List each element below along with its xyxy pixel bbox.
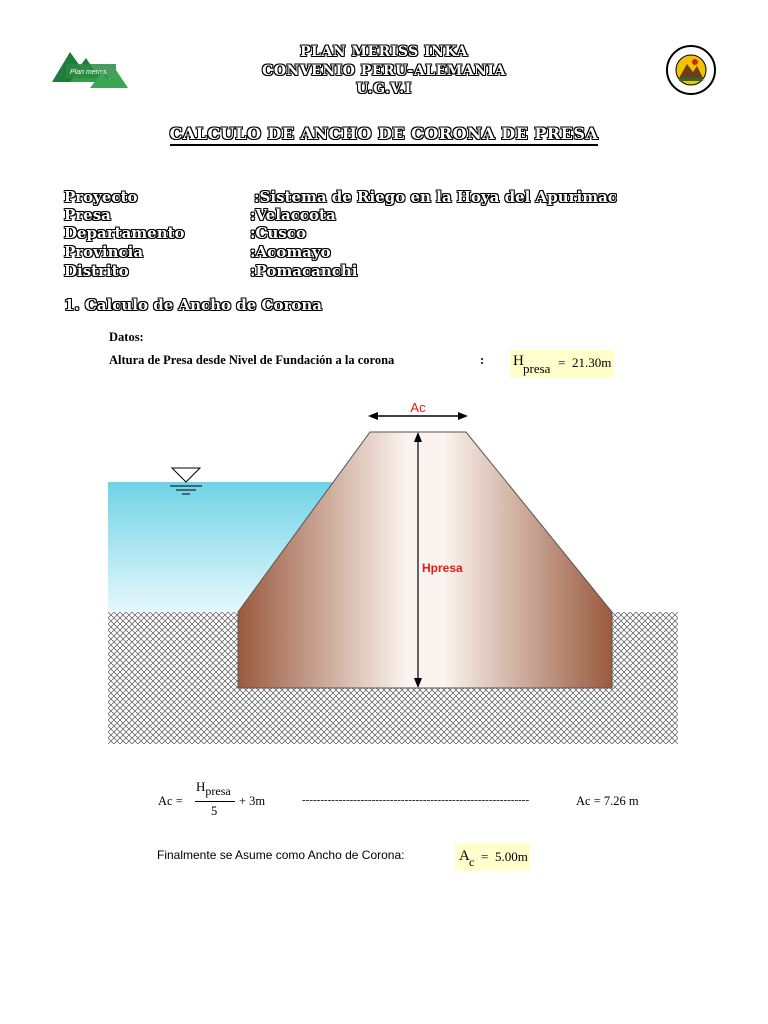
project-label: Proyecto bbox=[64, 188, 138, 206]
fraction-bar bbox=[195, 801, 235, 802]
formula-dashes: -------------------------------------------------------------- bbox=[302, 794, 530, 806]
datos-label: Datos: bbox=[109, 330, 144, 344]
distrito-value: :Pomacanchi bbox=[250, 262, 358, 280]
presa-value: :Velaccota bbox=[250, 206, 336, 224]
hpresa-label: Hpresa bbox=[422, 561, 463, 575]
header-line-1: PLAN MERISS INKA bbox=[300, 44, 468, 60]
dam-cross-section-diagram bbox=[108, 396, 680, 746]
num-sub: presa bbox=[205, 784, 231, 798]
formula-result: Ac = 7.26 m bbox=[576, 794, 639, 808]
provincia-value: :Acomayo bbox=[250, 243, 331, 261]
distrito-label: Distrito bbox=[64, 262, 129, 280]
h-presa-value-box bbox=[510, 350, 614, 378]
altura-label: Altura de Presa desde Nivel de Fundación a la corona bbox=[109, 353, 395, 367]
h-symbol: H bbox=[513, 353, 524, 369]
ac-label: Ac bbox=[410, 400, 426, 415]
formula-lhs: Ac = bbox=[158, 794, 183, 808]
project-value: :Sistema de Riego en la Hoya del Apurimac bbox=[254, 188, 617, 206]
ac-value: 5.00m bbox=[495, 849, 528, 864]
altura-colon: : bbox=[480, 353, 485, 367]
presa-label: Presa bbox=[64, 206, 111, 224]
page-title bbox=[0, 124, 768, 143]
ac-sub: c bbox=[469, 855, 475, 869]
provincia-label: Provincia bbox=[64, 243, 144, 261]
final-label: Finalmente se Asume como Ancho de Corona: bbox=[157, 848, 405, 862]
page-title-text: CALCULO DE ANCHO DE CORONA DE PRESA bbox=[170, 124, 599, 146]
section-title: 1. Calculo de Ancho de Corona bbox=[64, 296, 322, 314]
ac-symbol: A bbox=[459, 848, 470, 864]
departamento-value: :Cusco bbox=[250, 224, 306, 242]
header-line-2: CONVENIO PERU-ALEMANIA bbox=[262, 63, 506, 79]
ac-eq: = bbox=[481, 849, 489, 864]
final-ac-box bbox=[455, 843, 530, 871]
dam-body bbox=[238, 432, 612, 688]
formula-numerator bbox=[196, 779, 231, 798]
num-symbol: H bbox=[196, 779, 206, 794]
h-value: 21.30m bbox=[572, 355, 612, 370]
logo-left-text: Plan meriss bbox=[70, 69, 107, 76]
formula-plus: + 3m bbox=[239, 794, 266, 808]
header-line-3: U.G.V.I bbox=[356, 81, 412, 97]
h-eq: = bbox=[558, 355, 566, 370]
formula-denominator: 5 bbox=[211, 804, 218, 818]
departamento-label: Departamento bbox=[64, 224, 185, 242]
h-sub: presa bbox=[523, 361, 551, 376]
